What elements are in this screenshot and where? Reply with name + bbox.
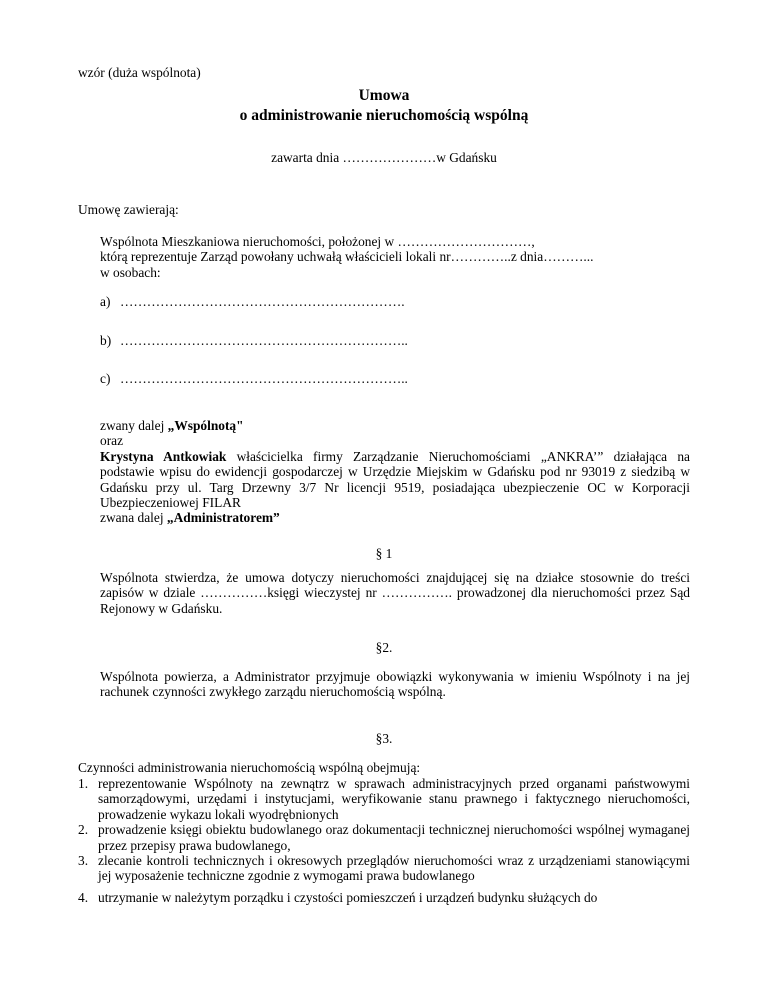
list-text: prowadzenie księgi obiektu budowlanego oraz dokumentacji technicznej nieruchomości wspólnej wymaganej przez przepisy prawa budowlanego, [98,822,690,853]
community-line-1: Wspólnota Mieszkaniowa nieruchomości, położonej w …………………………, [100,234,535,249]
administrator-description: Krystyna Antkowiak właścicielka firmy Zarządzanie Nieruchomościami „ANKRA’” działająca na podstawie wpisu do ewidencji gospodarczej w Urzędzie Miejskim w Gdańsku pod nr 93019 z siedzibą w Gdańsku przy ul. Targ Drzewny 3/7 Nr licencji 9519, posiadająca ubezpieczenie OC w Korporacji Ubezpieczeniowej FILAR [100,448,690,511]
representative-blank: ……………………………………………………….. [120,371,408,386]
parties-intro: Umowę zawierają: [78,202,179,217]
representative-b [100,333,408,348]
community-alias-name: „Wspólnotą" [167,418,244,433]
community-block [100,234,690,280]
community-line-2: którą reprezentuje Zarząd powołany uchwałą właścicieli lokali nr…………..z dnia………... [100,249,594,265]
representative-blank: ……………………………………………………….. [120,333,408,348]
representative-c [100,371,408,386]
document-subtitle: o administrowanie nieruchomością wspólną [239,107,529,124]
list-item [78,853,690,884]
section-1-text: Wspólnota stwierdza, że umowa dotyczy nieruchomości znajdującej się na działce stosownie do treści zapisów w dziale ……………księgi wieczystej nr ……………. prowadzonej dla nieruchomości przez Sąd Rejonowy w Gdańsku. [100,570,690,616]
list-text: utrzymanie w należytym porządku i czystości pomieszczeń i urządzeń budynku służących do [98,889,598,905]
list-text: zlecanie kontroli technicznych i okresowych przeglądów nieruchomości wraz z urządzeniami stanowiącymi jej wyposażenie techniczne zgodnie z wymogami prawa budowlanego [98,853,690,884]
representative-a [100,294,405,309]
conjunction: oraz [100,433,124,449]
list-item [78,822,690,853]
section-heading-3: §3. [375,731,393,746]
representative-label: c) [100,371,111,386]
list-text: reprezentowanie Wspólnoty na zewnątrz w sprawach administracyjnych przed organami państwowymi samorządowymi, urzędami i instytucjami, weryfikowanie stanu prawnego i faktycznego nieruchomości, prowadzenie wykazu lokali wyodrębnionych [98,776,690,822]
section-2-text: Wspólnota powierza, a Administrator przyjmuje obowiązki wykonywania w imieniu Wspólnoty i na jej rachunek czynności zwykłego zarządu nieruchomością wspólną. [100,669,690,700]
document-title: Umowa [358,87,410,104]
representative-blank: ………………………………………………………. [120,294,405,309]
list-number: 4. [78,889,89,905]
administrator-alias-name: „Administratorem” [166,510,280,526]
template-note: wzór (duża wspólnota) [78,65,201,80]
list-number: 3. [78,853,89,869]
duties-list [78,776,690,905]
list-number: 1. [78,776,89,791]
administrator-name: Krystyna Antkowiak [100,448,227,464]
representative-label: b) [100,333,112,348]
list-item [78,890,690,905]
section-heading-1: § 1 [375,546,393,561]
community-line-3: w osobach: [100,264,161,280]
section-3-intro: Czynności administrowania nieruchomością wspólną obejmują: [78,760,421,775]
administrator-alias: zwana dalej „Administratorem” [100,510,280,526]
community-alias: zwany dalej „Wspólnotą" [100,418,244,433]
representative-label: a) [100,294,111,309]
section-heading-2: §2. [375,640,393,655]
conclusion-line: zawarta dnia …………………w Gdańsku [271,150,497,165]
list-number: 2. [78,822,89,838]
list-item [78,776,690,822]
parties-block [100,418,690,526]
